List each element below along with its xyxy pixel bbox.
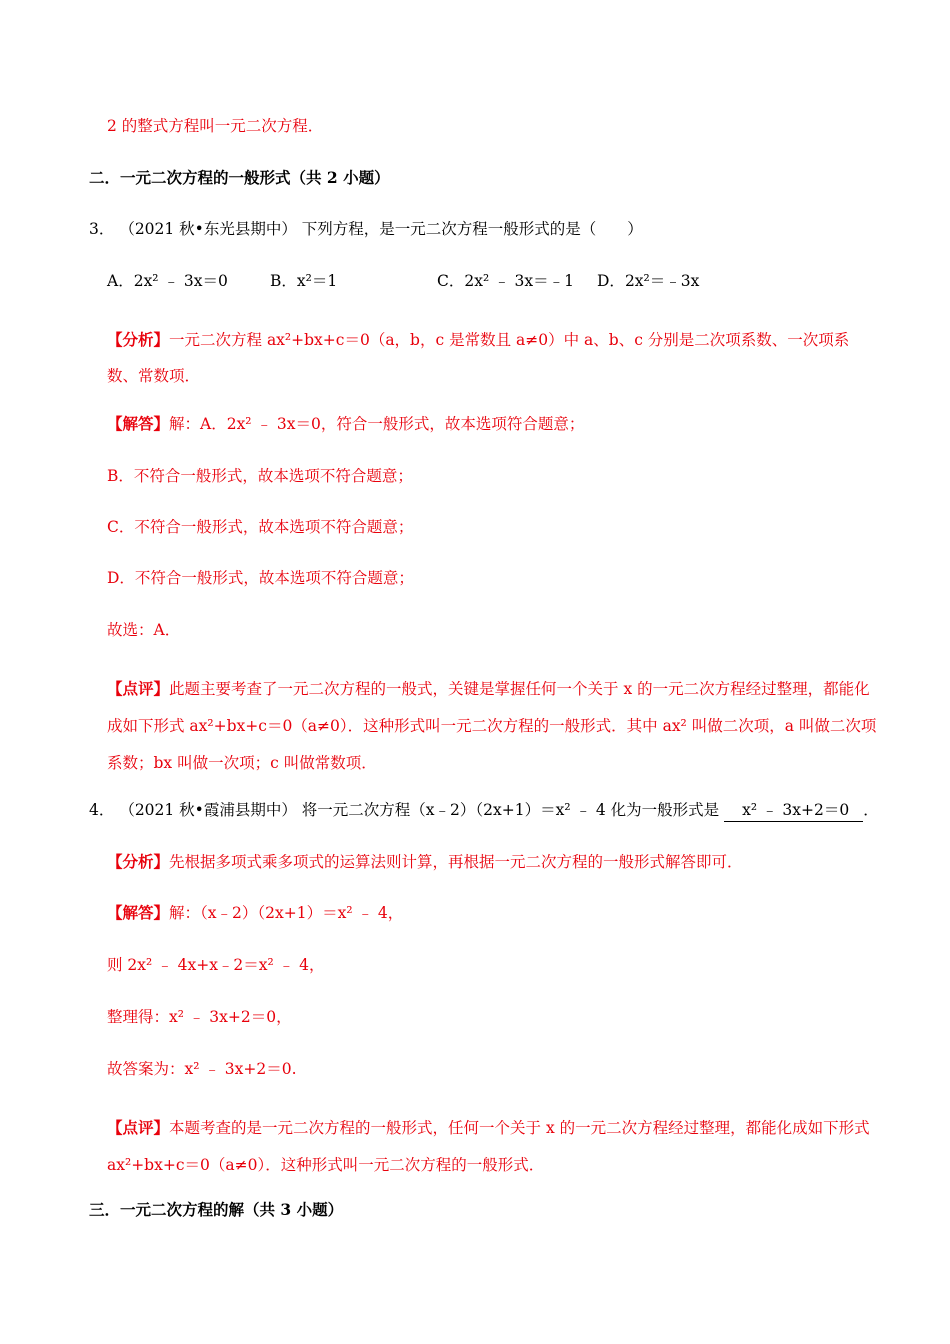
q4-stem-end: ． <box>863 801 879 819</box>
q3-option-a-text: 2x² ﹣ 3x＝0 <box>133 272 228 290</box>
q4-comment-text: 本题考查的是一元二次方程的一般形式，任何一个关于 x 的一元二次方程经过整理，都能化成如下形式 ax²+bx+c＝0（a≠0）．这种形式叫一元二次方程的一般形式． <box>107 1119 870 1174</box>
q3-answer-line-4: D．不符合一般形式，故本选项不符合题意； <box>107 569 414 587</box>
q4-comment <box>107 1109 877 1184</box>
q3-option-b[interactable] <box>270 270 337 292</box>
q3-option-a[interactable] <box>107 270 228 292</box>
q3-option-a-label: A． <box>107 272 134 290</box>
q4-source: （2021 秋•霞浦县期中） <box>119 801 297 819</box>
q3-option-c-label: C． <box>437 272 465 290</box>
q3-answer-line-3: C．不符合一般形式，故本选项不符合题意； <box>107 518 414 536</box>
q4-answer-line-1 <box>107 902 403 924</box>
q3-number: 3． <box>89 220 115 238</box>
q4-answer-line-2: 则 2x² ﹣ 4x+x﹣2＝x² ﹣ 4， <box>107 956 325 974</box>
q4-analysis-text: 先根据多项式乘多项式的运算法则计算，再根据一元二次方程的一般形式解答即可． <box>169 853 743 871</box>
q3-answer-text-1: 解：A．2x² ﹣ 3x＝0，符合一般形式，故本选项符合题意； <box>169 415 585 433</box>
q4-analysis-tag: 【分析】 <box>107 852 170 871</box>
q3-stem-line <box>89 218 643 240</box>
q3-stem: 下列方程，是一元二次方程一般形式的是（ ） <box>301 220 643 238</box>
q4-number: 4． <box>89 801 115 819</box>
q3-analysis <box>107 322 867 394</box>
q3-option-d-text: 2x²＝﹣3x <box>624 272 700 290</box>
section-2-title: 二．一元二次方程的一般形式（共 2 小题） <box>89 168 390 187</box>
q4-stem: 将一元二次方程（x﹣2）（2x+1）＝x² ﹣ 4 化为一般形式是 <box>301 801 720 819</box>
q4-answer-text-1: 解：（x﹣2）（2x+1）＝x² ﹣ 4， <box>169 904 404 922</box>
q4-stem-line <box>89 799 879 822</box>
q3-option-d[interactable] <box>597 270 699 292</box>
q4-answer-line-3: 整理得：x² ﹣ 3x+2＝0， <box>107 1008 292 1026</box>
q3-source: （2021 秋•东光县期中） <box>119 220 297 238</box>
q3-option-c-text: 2x² ﹣ 3x＝﹣1 <box>464 272 575 290</box>
q3-option-b-text: x²＝1 <box>296 272 338 290</box>
q4-answer-line-4: 故答案为：x² ﹣ 3x+2＝0. <box>107 1060 297 1078</box>
q3-comment-tag: 【点评】 <box>107 679 170 698</box>
q3-comment-text: 此题主要考查了一元二次方程的一般式，关键是掌握任何一个关于 x 的一元二次方程经过整理，都能化成如下形式 ax²+bx+c＝0（a≠0）．这种形式叫一元二次方程的一般形式．其中 ax² 叫做二次项，a 叫做二次项系数；bx 叫做一次项；c 叫做常数项． <box>107 680 877 772</box>
section-3-title: 三．一元二次方程的解（共 3 小题） <box>89 1200 344 1219</box>
q3-option-d-label: D． <box>597 272 625 290</box>
q3-comment <box>107 670 877 782</box>
q3-answer-line-1 <box>107 413 584 435</box>
q3-option-b-label: B． <box>270 272 297 290</box>
q4-answer-blank[interactable]: x² ﹣ 3x+2＝0 <box>724 799 863 822</box>
q4-comment-tag: 【点评】 <box>107 1118 170 1137</box>
q4-answer-tag: 【解答】 <box>107 903 170 922</box>
q3-option-c[interactable] <box>437 270 574 292</box>
q4-analysis <box>107 851 743 873</box>
q3-answer-tag: 【解答】 <box>107 414 170 433</box>
top-line: 2 的整式方程叫一元二次方程． <box>107 117 324 135</box>
q3-answer-line-2: B．不符合一般形式，故本选项不符合题意； <box>107 467 413 485</box>
q3-answer-line-5: 故选：A． <box>107 621 181 639</box>
q3-analysis-text: 一元二次方程 ax²+bx+c＝0（a，b，c 是常数且 a≠0）中 a、b、c 分别是二次项系数、一次项系数、常数项． <box>107 331 850 385</box>
q3-analysis-tag: 【分析】 <box>107 330 170 349</box>
